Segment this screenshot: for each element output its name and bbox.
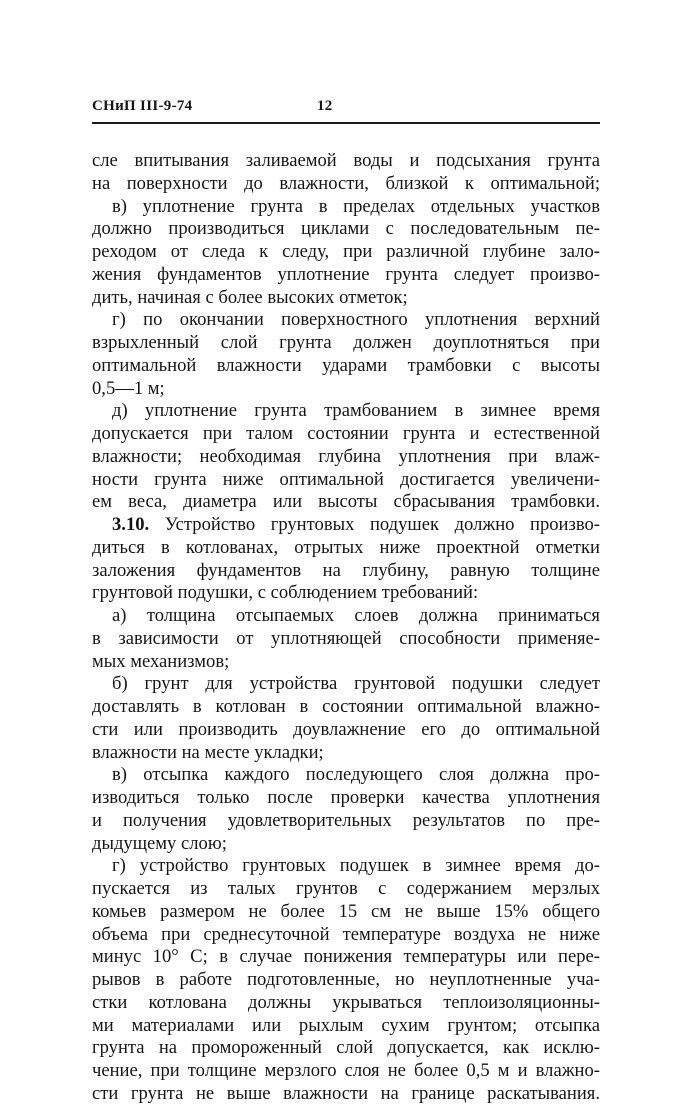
document-code: СНиП III-9-74 — [92, 98, 193, 114]
text-line: д) уплотнение грунта трамбованием в зимнее время — [112, 400, 600, 422]
text-line: влажности; необходимая глубина уплотнения при влаж- — [92, 445, 600, 467]
text-line: реходом от следа к следу, при различной глубине зало- — [92, 241, 600, 262]
page-number: 12 — [317, 98, 333, 114]
text-line: ми материалами или рыхлым сухим грунтом; отсыпка — [92, 1014, 600, 1036]
text-line: взрыхленный слой грунта должен доуплотняться при — [92, 332, 600, 353]
text-line: в) уплотнение грунта в пределах отдельных участков — [112, 195, 600, 217]
text-line: должно производиться циклами с последовательным пе- — [92, 218, 600, 240]
text-line: мых механизмов; — [92, 650, 230, 672]
text-line: ем веса, диаметра или высоты сбрасывания трамбовки. — [92, 491, 600, 513]
document-page — [92, 94, 600, 1104]
text-line: 0,5—1 м; — [92, 377, 165, 399]
text-line: б) грунт для устройства грунтовой подушки следует — [112, 673, 600, 695]
text-line: г) по окончании поверхностного уплотнения верхний — [112, 309, 600, 331]
text-line: сле впитывания заливаемой воды и подсыхания грунта — [92, 150, 600, 171]
text-line: грунтовой подушки, с соблюдением требований: — [92, 582, 479, 604]
text-line: в) отсыпка каждого последующего слоя должна про- — [112, 764, 600, 786]
text-line: рывов в работе подготовленные, но неуплотненные уча- — [92, 969, 600, 990]
text-line: диться в котлованах, отрытых ниже проектной отметки — [92, 536, 600, 558]
line-text: Устройство грунтовых подушек должно произво- — [164, 514, 600, 535]
section-number: 3.10. — [112, 514, 150, 535]
text-line: дить, начиная с более высоких отметок; — [92, 286, 408, 308]
text-line: чение, при толщине мерзлого слоя не более 0,5 м и влажно- — [92, 1060, 600, 1081]
text-line: сти грунта не выше влажности на границе раскатывания. — [92, 1082, 600, 1104]
text-line: и получения удовлетворительных результатов по пре- — [92, 809, 600, 831]
text-line: грунта на промороженный слой допускается, как исклю- — [92, 1037, 600, 1059]
text-line: оптимальной влажности ударами трамбовки с высоты — [92, 354, 600, 376]
text-line: на поверхности до влажности, близкой к оптимальной; — [92, 172, 600, 194]
text-line: доставлять в котлован в состоянии оптимальной влажно- — [92, 696, 600, 717]
text-line: заложения фундаментов на глубину, равную толщине — [92, 559, 600, 581]
header-rule — [92, 122, 600, 124]
text-line: в зависимости от уплотняющей способности применяе- — [92, 627, 600, 649]
page-header — [92, 94, 600, 122]
text-line: жения фундаментов уплотнение грунта следует произво- — [92, 263, 600, 285]
text-line: ности грунта ниже оптимальной достигается увеличени- — [92, 468, 600, 490]
text-line: стки котлована должны укрываться теплоизоляционны- — [92, 991, 600, 1013]
text-line: влажности на месте укладки; — [92, 741, 324, 763]
text-line: г) устройство грунтовых подушек в зимнее время до- — [112, 855, 600, 877]
text-line: объема при среднесуточной температуре воздуха не ниже — [92, 923, 600, 945]
text-line: пускается из талых грунтов с содержанием мерзлых — [92, 878, 600, 899]
text-line: допускается при талом состоянии грунта и естественной — [92, 423, 600, 444]
text-line: а) толщина отсыпаемых слоев должна приниматься — [112, 605, 600, 626]
text-line: комьев размером не более 15 см не выше 15% общего — [92, 900, 600, 922]
text-line: сти или производить доувлажнение его до оптимальной — [92, 718, 600, 740]
text-line: минус 10° С; в случае понижения температуры или пере- — [92, 946, 600, 968]
text-line — [92, 514, 600, 537]
text-line: дыдущему слою; — [92, 832, 227, 854]
text-line: изводиться только после проверки качества уплотнения — [92, 787, 600, 808]
body-text — [92, 150, 600, 1106]
